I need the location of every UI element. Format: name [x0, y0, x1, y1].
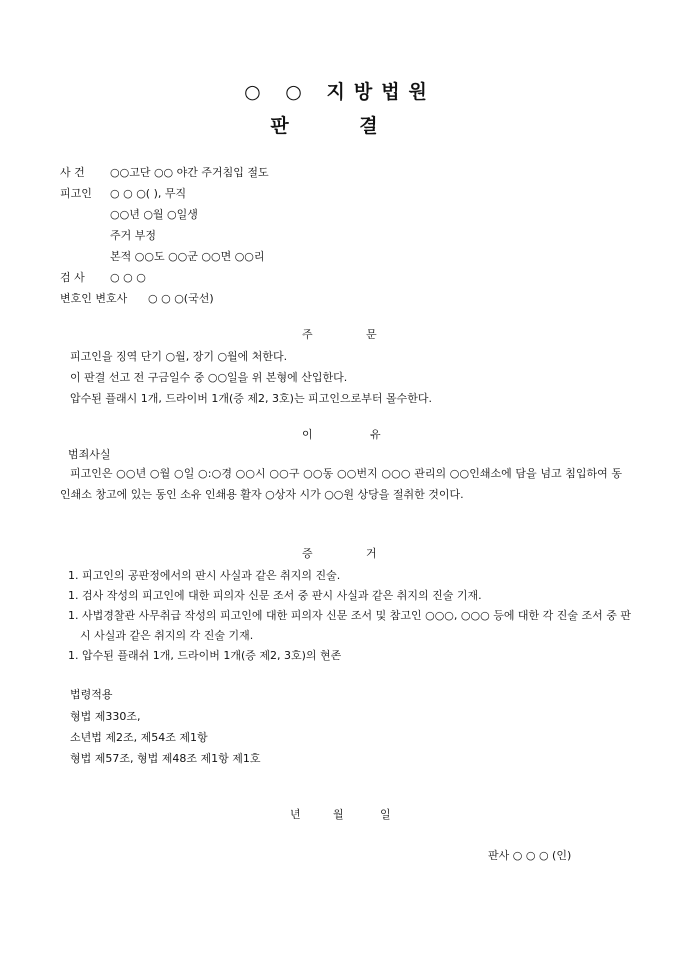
defendant-label: 피고인 [60, 187, 92, 200]
reasons-heading-left: 이 [302, 428, 313, 441]
prosecutor-label: 검 사 [60, 271, 85, 284]
disposition-heading-right: 문 [366, 328, 377, 341]
disposition-heading-left: 주 [302, 328, 313, 341]
case-label: 사 건 [60, 166, 85, 179]
defendant-birth: ○○년 ○월 ○일생 [110, 208, 198, 221]
evidence-heading-right: 거 [366, 547, 377, 560]
defendant-domicile: 본적 ○○도 ○○군 ○○면 ○○리 [110, 250, 265, 263]
facts-text: 피고인은 ○○년 ○월 ○일 ○:○경 ○○시 ○○구 ○○동 ○○번지 ○○○ 관리의 ○○인쇄소에 담을 넘고 침입하여 동 인쇄소 창고에 있는 동인 소유 인쇄용 활자 ○상자 시가 ○○원 상당을 절취한 것이다. [60, 467, 622, 501]
disposition-line: 피고인을 징역 단기 ○월, 장기 ○월에 처한다. [70, 350, 288, 363]
date-day: 일 [380, 808, 391, 821]
evidence-heading-left: 증 [302, 547, 313, 560]
reasons-heading-right: 유 [370, 428, 381, 441]
court-name: ○ ○ 지방법원 [244, 81, 436, 103]
disposition-line: 이 판결 선고 전 구금일수 중 ○○일을 위 본형에 산입한다. [70, 371, 348, 384]
document-title: 판 결 [270, 115, 410, 137]
laws-label: 법령적용 [70, 688, 113, 701]
date-year: 년 [290, 808, 301, 821]
law-line: 형법 제330조, [70, 710, 141, 723]
counsel-value: ○ ○ ○(국선) [148, 292, 214, 305]
law-line: 소년법 제2조, 제54조 제1항 [70, 731, 208, 744]
evidence-item: 1. 피고인의 공판정에서의 판시 사실과 같은 취지의 진술. [68, 569, 341, 582]
evidence-item: 1. 검사 작성의 피고인에 대한 피의자 신문 조서 중 판시 사실과 같은 취지의 진술 기재. [68, 589, 482, 602]
case-value: ○○고단 ○○ 야간 주거침입 절도 [110, 166, 269, 179]
disposition-line: 압수된 플래시 1개, 드라이버 1개(증 제2, 3호)는 피고인으로부터 몰수한다. [70, 392, 432, 405]
facts-label: 범죄사실 [68, 448, 111, 461]
law-line: 형법 제57조, 형법 제48조 제1항 제1호 [70, 752, 261, 765]
defendant-value: ○ ○ ○( ), 무직 [110, 187, 187, 200]
evidence-item: 1. 사법경찰관 사무취급 작성의 피고인에 대한 피의자 신문 조서 및 참고인 ○○○, ○○○ 등에 대한 각 진술 조서 중 판시 사실과 같은 취지의 각 진술 기재. [68, 609, 632, 642]
evidence-item: 1. 압수된 플래쉬 1개, 드라이버 1개(증 제2, 3호)의 현존 [68, 649, 342, 662]
prosecutor-value: ○ ○ ○ [110, 271, 146, 284]
date-month: 월 [333, 808, 344, 821]
defendant-residence: 주거 부정 [110, 229, 157, 242]
counsel-label: 변호인 변호사 [60, 292, 128, 305]
judge-signature: 판사 ○ ○ ○ (인) [488, 849, 572, 862]
